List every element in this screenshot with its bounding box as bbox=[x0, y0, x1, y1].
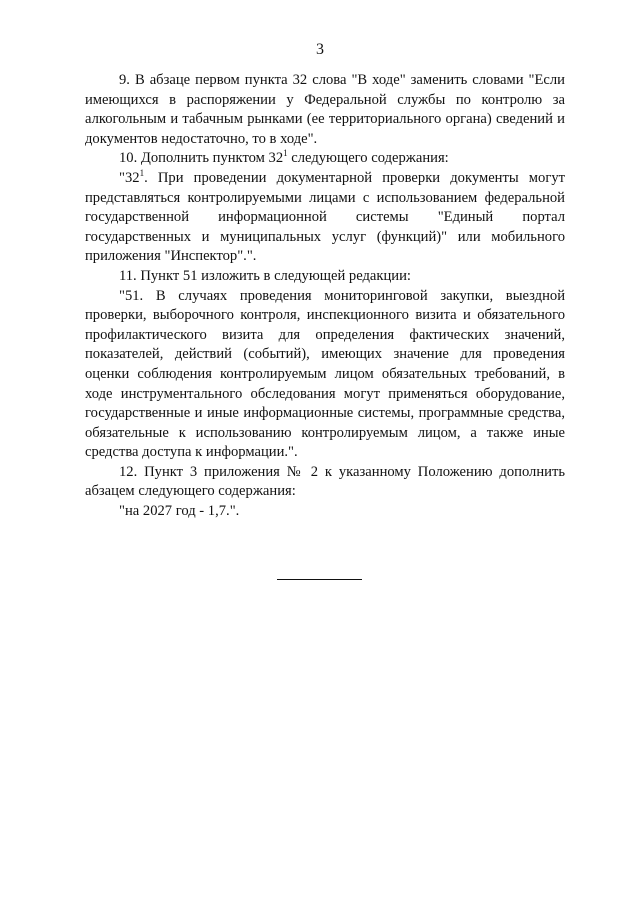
paragraph-text: 12. Пункт 3 приложения № 2 к указанному Положению дополнить абзацем следующего содержания: bbox=[85, 463, 565, 500]
paragraph-text: 11. Пункт 51 изложить в следующей редакции: bbox=[119, 267, 411, 284]
paragraph-item-11 bbox=[85, 267, 565, 287]
paragraph-2027-value bbox=[85, 502, 565, 522]
paragraph-point-51 bbox=[85, 287, 565, 463]
paragraph-text-cont: . При проведении документарной проверки документы могут представляться контролируемыми лицами с использованием федеральной государственной информационной системы "Единый портал государственных и муниципальных услуг (функций)" или мобильного приложения "Инспектор".". bbox=[85, 169, 565, 265]
paragraph-text: "51. В случаях проведения мониторинговой закупки, выездной проверки, выборочного контроля, инспекционного визита и обязательного профилактического визита для определения фактических значений, показателей, действий (событий), имеющих значение для проведения оценки соблюдения контролируемым лицом обязательных требований, в ходе инструментального обследования могут применяться оборудование, государственные и иные информационные системы, программные средства, обязательные к использованию контролируемым лицом, а также иные средства доступа к информации.". bbox=[85, 287, 565, 461]
superscript-index: 1 bbox=[139, 167, 145, 178]
paragraph-text: "на 2027 год - 1,7.". bbox=[119, 503, 240, 520]
paragraph-item-9 bbox=[85, 71, 565, 149]
document-body bbox=[85, 71, 565, 522]
end-of-document-line bbox=[277, 579, 362, 580]
paragraph-text: "32 bbox=[119, 169, 140, 186]
paragraph-text: 10. Дополнить пунктом 32 bbox=[119, 150, 284, 167]
paragraph-item-10 bbox=[85, 149, 565, 169]
superscript-index: 1 bbox=[283, 148, 288, 159]
paragraph-point-32-1 bbox=[85, 169, 565, 267]
page-number: 3 bbox=[316, 41, 324, 58]
paragraph-text-cont: следующего содержания: bbox=[287, 150, 449, 167]
paragraph-item-12 bbox=[85, 463, 565, 502]
paragraph-text: 9. В абзаце первом пункта 32 слова "В ходе" заменить словами "Если имеющихся в распоряжении у Федеральной службы по контролю за алкогольным и табачным рынками (ее территориального органа) сведений и документов недостаточно, то в ходе". bbox=[85, 72, 565, 147]
